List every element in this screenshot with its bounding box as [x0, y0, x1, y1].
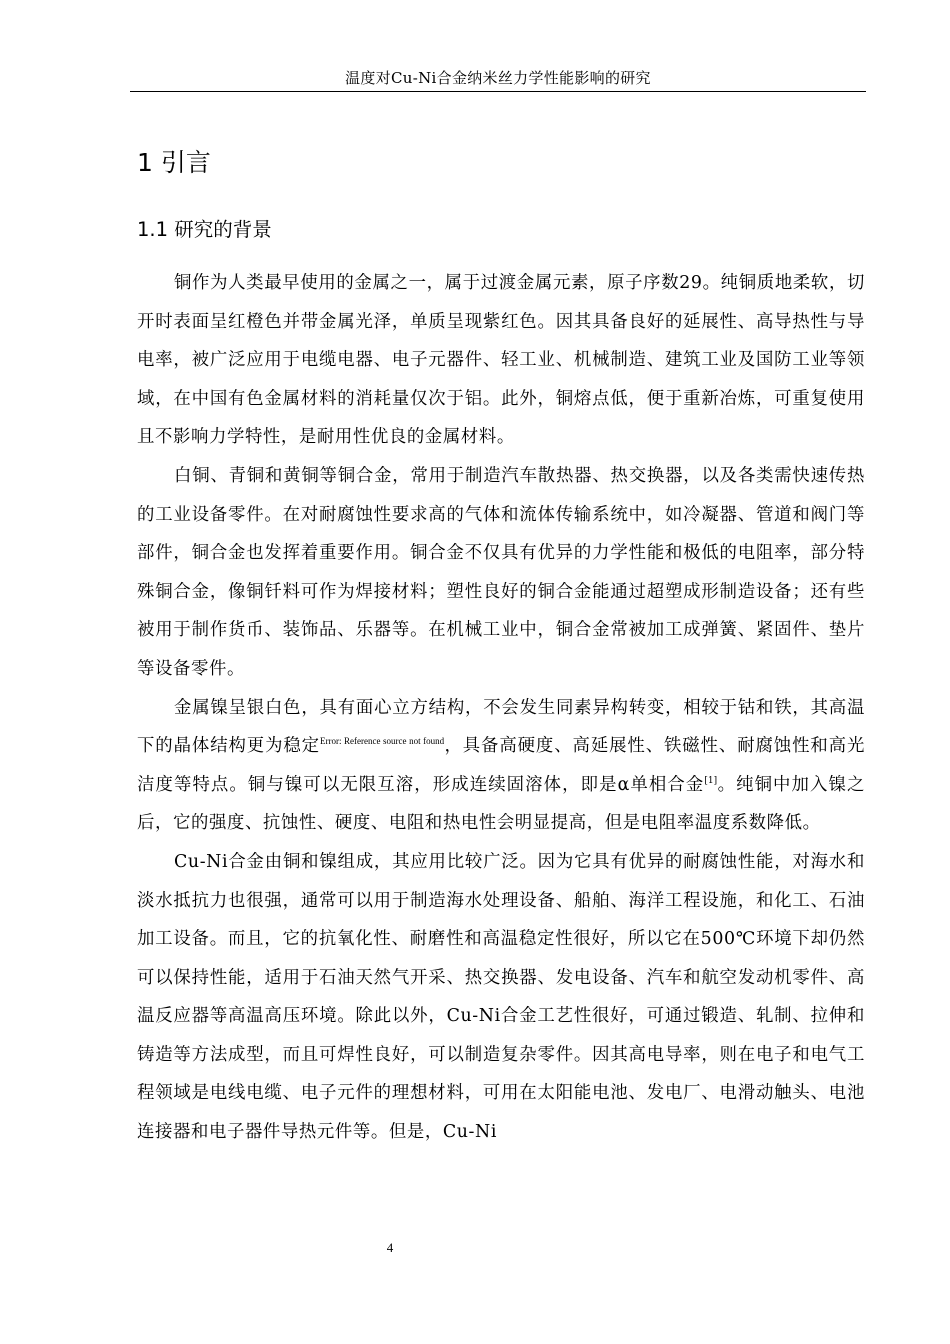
paragraph-cu-ni-alloy: Cu-Ni合金由铜和镍组成，其应用比较广泛。因为它具有优异的耐腐蚀性能，对海水和淡水抵抗力也很强，通常可以用于制造海水处理设备、船舶、海洋工程设施，和化工、石油加工设备。而且，它的抗氧化性、耐磨性和高温稳定性很好，所以它在500℃环境下却仍然可以保持性能，适用于石油天然气开采、热交换器、发电设备、汽车和航空发动机零件、高温反应器等高温高压环境。除此以外，Cu-Ni合金工艺性很好，可通过锻造、轧制、拉伸和铸造等方法成型，而且可焊性良好，可以制造复杂零件。因其高电导率，则在电子和电气工程领域是电线电缆、电子元件的理想材料，可用在太阳能电池、发电厂、电滑动触头、电池连接器和电子器件导热元件等。但是，Cu-Ni [137, 851, 865, 1143]
paragraph-copper-intro: 铜作为人类最早使用的金属之一，属于过渡金属元素，原子序数29。纯铜质地柔软，切开时表面呈红橙色并带金属光泽，单质呈现紫红色。因其具备良好的延展性、高导热性与导电率，被广泛应用于电缆电器、电子元器件、轻工业、机械制造、建筑工业及国防工业等领域，在中国有色金属材料的消耗量仅次于铝。此外，铜熔点低，便于重新冶炼，可重复使用且不影响力学特性，是耐用性优良的金属材料。 [137, 273, 865, 448]
paragraph-copper-alloys: 白铜、青铜和黄铜等铜合金，常用于制造汽车散热器、热交换器，以及各类需快速传热的工业设备零件。在对耐腐蚀性要求高的气体和流体传输系统中，如冷凝器、管道和阀门等部件，铜合金也发挥着重要作用。铜合金不仅具有优异的力学性能和极低的电阻率，部分特殊铜合金，像铜钎料可作为焊接材料；塑性良好的铜合金能通过超塑成形制造设备；还有些被用于制作货币、装饰品、乐器等。在机械工业中，铜合金常被加工成弹簧、紧固件、垫片等设备零件。 [137, 465, 865, 679]
paragraph-nickel-part1: 金属镍呈银白色，具有面心立方结构，不会发生同素异构转变，相较于钴和铁，其高温下的晶体结构更为稳定 [137, 697, 865, 757]
paragraph-nickel-part2: ，具备高硬度、高延展性、铁磁性、耐腐蚀性和高光洁度等特点。铜与镍可以无限互溶，形成连续固溶体，即是α单相合金 [137, 736, 865, 795]
paragraph-nickel-part3: 。纯铜中加入镍之后，它的强度、抗蚀性、硬度、电阻和热电性会明显提高，但是电阻率温度系数降低。 [137, 774, 865, 834]
body-text [137, 264, 865, 1152]
citation-1[interactable]: [1] [704, 775, 718, 786]
reference-error-citation[interactable]: Error: Reference source not found [319, 736, 445, 747]
paragraph-nickel [137, 689, 865, 843]
chapter-title: 1 引言 [137, 148, 211, 177]
page-number: 4 [386, 1240, 394, 1255]
section-title: 1.1 研究的背景 [137, 218, 272, 241]
running-header: 温度对Cu-Ni合金纳米丝力学性能影响的研究 [345, 69, 651, 87]
header-rule [130, 91, 866, 92]
